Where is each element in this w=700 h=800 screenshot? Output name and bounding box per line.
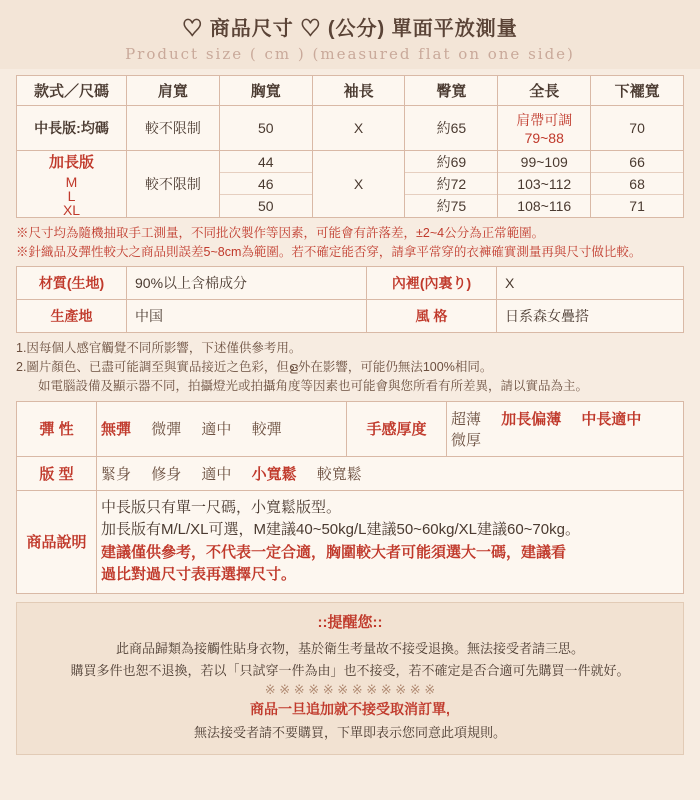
cell-hem: 66 68 71 xyxy=(591,151,684,218)
footer-star-divider: ※ ※ ※ ※ ※ ※ ※ ※ ※ ※ ※ ※ xyxy=(264,681,436,697)
origin-label: 生產地 xyxy=(17,299,127,332)
size-table xyxy=(16,75,684,218)
cell-bust: 50 xyxy=(219,106,312,151)
table-row xyxy=(17,106,684,151)
page-header xyxy=(0,0,700,69)
col-bust: 胸寬 xyxy=(219,76,312,106)
col-hip: 臀寬 xyxy=(405,76,498,106)
option-fit-3[interactable]: 小寬鬆 xyxy=(251,465,297,483)
cell-length: 99~109 103~112 108~116 xyxy=(498,151,591,218)
table-row xyxy=(17,299,684,332)
footer-warning: 商品一旦追加就不接受取消訂單, xyxy=(250,700,450,717)
cell-shoulder: 較不限制 xyxy=(127,106,220,151)
row-label-longversion: 加長版 M L XL xyxy=(17,151,127,218)
footer-title: ::提醒您:: xyxy=(317,613,383,631)
measurement-note-2: ※針織品及彈性較大之商品則誤差5~8cm為範圍。若不確定能否穿，請拿平常穿的衣褲確實測量再與尺寸做比較。 xyxy=(16,244,642,259)
cell-length-strap: 肩帶可調 xyxy=(516,112,573,128)
cell-sleeve: X xyxy=(312,151,405,218)
material-value: 90%以上含棉成分 xyxy=(127,266,367,299)
cell-bust: 44 46 50 xyxy=(219,151,312,218)
option-thickness-3[interactable]: 微厚 xyxy=(451,431,482,449)
cell-shoulder: 較不限制 xyxy=(127,151,220,218)
col-length: 全長 xyxy=(498,76,591,106)
material-label: 材質(生地) xyxy=(17,266,127,299)
col-hem: 下襬寬 xyxy=(591,76,684,106)
heart-icon-right: ♡ xyxy=(300,18,322,40)
cell-hip: 約69 約72 約75 xyxy=(405,151,498,218)
footer-notice xyxy=(16,602,684,755)
description-line-3: 建議僅供參考，不代表一定合適，胸圍較大者可能須選大一碼，建議看 xyxy=(101,543,567,561)
page-subtitle: Product size ( cm ) (measured flat on one side) xyxy=(125,45,575,63)
description-label: 商品說明 xyxy=(17,490,97,593)
description-line-2: 加長版有M/L/XL可選，M建議40~50kg/L建議50~60kg/XL建議60~70kg。 xyxy=(101,521,580,539)
color-note-2: 2.圖片顏色、已盡可能調至與實品接近之色彩，但ള外在影響，可能仍無法100%相同。 xyxy=(16,359,493,374)
col-sleeve: 袖長 xyxy=(312,76,405,106)
style-value: 日系森女疊搭 xyxy=(497,299,684,332)
cell-hip: 約65 xyxy=(405,106,498,151)
option-thickness-1[interactable]: 加長偏薄 xyxy=(501,410,562,428)
elastic-label: 彈 性 xyxy=(17,401,97,456)
attribute-table xyxy=(16,401,684,594)
option-thickness-2[interactable]: 中長適中 xyxy=(581,410,642,428)
col-shoulder: 肩寬 xyxy=(127,76,220,106)
option-fit-0[interactable]: 緊身 xyxy=(101,465,132,483)
cell-length-value: 79~88 xyxy=(524,130,564,146)
origin-value: 中国 xyxy=(127,299,367,332)
material-table xyxy=(16,266,684,333)
thickness-label: 手感厚度 xyxy=(347,401,447,456)
option-elastic-3[interactable]: 較彈 xyxy=(251,421,282,439)
cell-sleeve: X xyxy=(312,106,405,151)
table-row xyxy=(17,266,684,299)
color-note-3: 如電腦設備及顯示器不同，拍攝燈光或拍攝角度等因素也可能會與您所看有所差異，請以實品為主。 xyxy=(38,379,589,394)
option-elastic-2[interactable]: 適中 xyxy=(201,421,232,439)
lining-value: X xyxy=(497,266,684,299)
table-row xyxy=(17,490,684,593)
elastic-options xyxy=(97,401,347,456)
table-row xyxy=(17,401,684,456)
style-label: 風 格 xyxy=(367,299,497,332)
row-label-midlong: 中長版:均碼 xyxy=(17,106,127,151)
table-row xyxy=(17,456,684,490)
cell-length xyxy=(498,106,591,151)
thickness-options xyxy=(447,401,684,456)
page-title-unit: (公分) 單面平放測量 xyxy=(327,18,518,40)
cell-hem: 70 xyxy=(591,106,684,151)
footer-warning-2: 無法接受者請不要購買，下單即表示您同意此項規則。 xyxy=(193,724,506,740)
color-note-1: 1.因每個人感官觸覺不同所影響，下述僅供參考用。 xyxy=(16,340,302,355)
fit-options xyxy=(97,456,684,490)
fit-label: 版 型 xyxy=(17,456,97,490)
footer-line-1: 此商品歸類為接觸性貼身衣物，基於衛生考量故不接受退換。無法接受者請三思。 xyxy=(115,640,584,656)
page-title xyxy=(0,12,700,41)
lining-label: 內裡(內裏り) xyxy=(367,266,497,299)
table-row xyxy=(17,151,684,218)
option-elastic-0[interactable]: 無彈 xyxy=(101,421,132,439)
option-fit-1[interactable]: 修身 xyxy=(151,465,182,483)
description-line-4: 過比對過尺寸表再選擇尺寸。 xyxy=(101,566,297,584)
option-fit-4[interactable]: 較寬鬆 xyxy=(316,465,362,483)
option-thickness-0[interactable]: 超薄 xyxy=(451,410,482,428)
description-line-1: 中長版只有單一尺碼，小寬鬆版型。 xyxy=(101,498,342,516)
measurement-note-1: ※尺寸均為隨機抽取手工測量，不同批次製作等因素，可能會有許落差，±2~4公分為正常範圍。 xyxy=(16,226,545,240)
color-notes xyxy=(16,339,684,397)
option-elastic-1[interactable]: 微彈 xyxy=(151,421,182,439)
heart-icon-left: ♡ xyxy=(182,18,204,40)
measurement-notes xyxy=(16,224,684,262)
description-value xyxy=(97,490,684,593)
page-title-text: 商品尺寸 xyxy=(209,18,294,40)
option-fit-2[interactable]: 適中 xyxy=(201,465,232,483)
footer-line-2: 購買多件也恕不退換，若以「只試穿一件為由」也不接受，若不確定是否合適可先購買一件就好。 xyxy=(70,662,630,678)
size-table-header-row xyxy=(17,76,684,106)
col-style: 款式／尺碼 xyxy=(17,76,127,106)
